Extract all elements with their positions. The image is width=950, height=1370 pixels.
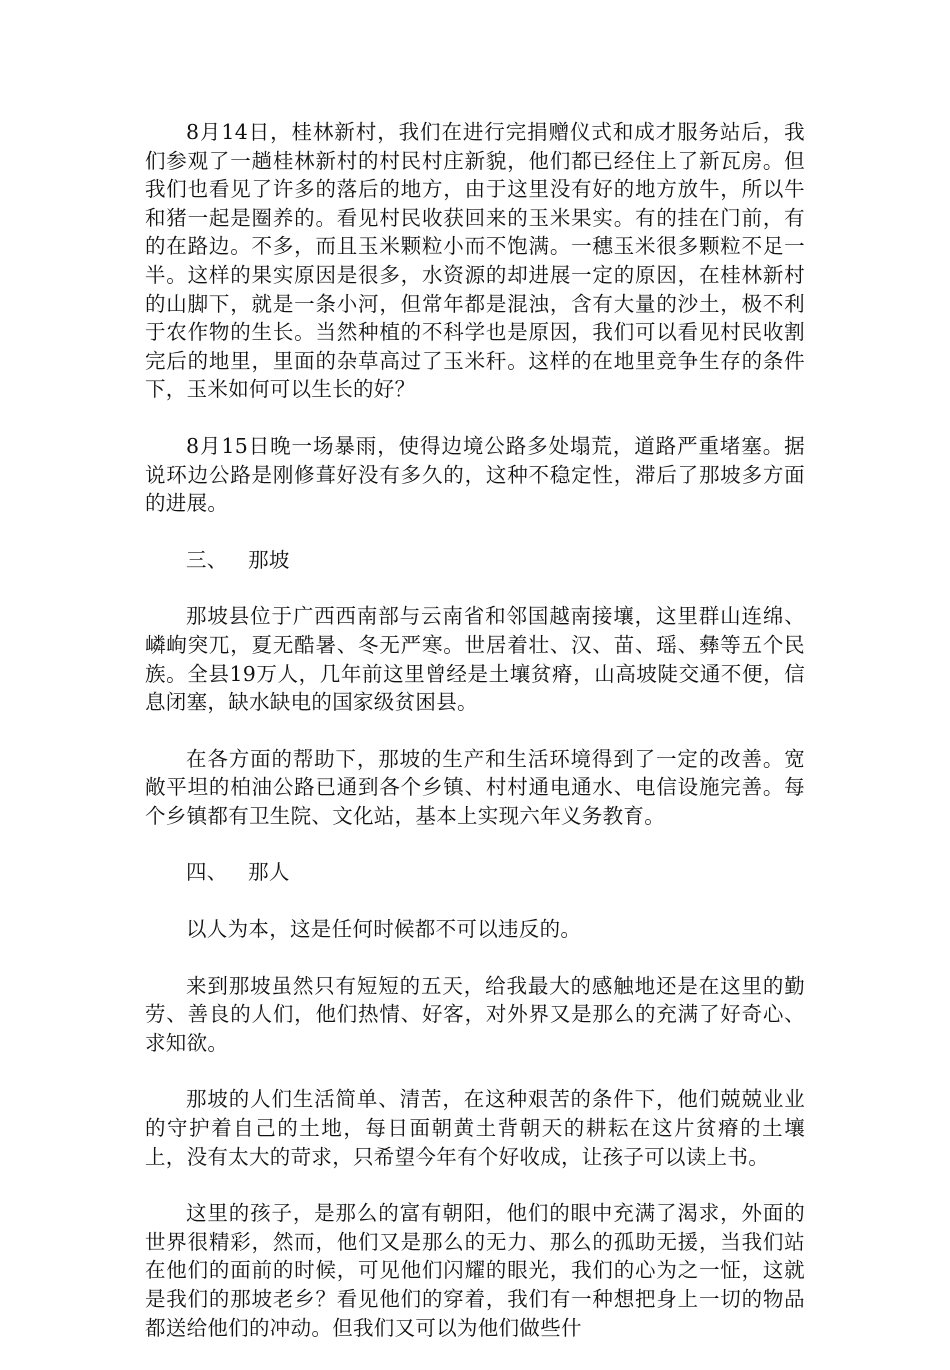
paragraph-people-life: 那坡的人们生活简单、清苦，在这种艰苦的条件下，他们兢兢业业的守护着自己的土地，每日面朝黄土背朝天的耕耘在这片贫瘠的土壤上，没有太大的苛求，只希望今年有个好收成，让孩子可以读上书。 — [145, 1087, 805, 1169]
section-number: 三、 — [186, 547, 228, 572]
section-title: 那人 — [248, 860, 290, 885]
paragraph-aug15: 8月15日晚一场暴雨，使得边境公路多处塌荒，道路严重堵塞。据说环边公路是刚修葺好没有多久的，这种不稳定性，滞后了那坡多方面的进展。 — [145, 433, 805, 516]
section-title: 那坡 — [248, 547, 290, 572]
section-number: 四、 — [186, 860, 228, 885]
section-heading-napo — [145, 546, 805, 575]
paragraph-napo-improvement: 在各方面的帮助下，那坡的生产和生活环境得到了一定的改善。宽敞平坦的柏油公路已通到各个乡镇、村村通电通水、电信设施完善。每个乡镇都有卫生院、文化站，基本上实现六年义务教育。 — [145, 746, 805, 828]
paragraph-people-impression: 来到那坡虽然只有短短的五天，给我最大的感触地还是在这里的勤劳、善良的人们，他们热情、好客，对外界又是那么的充满了好奇心、求知欲。 — [145, 973, 805, 1055]
paragraph-napo-intro: 那坡县位于广西西南部与云南省和邻国越南接壤，这里群山连绵、嶙峋突兀，夏无酷暑、冬无严寒。世居着壮、汉、苗、瑶、彝等五个民族。全县19万人，几年前这里曾经是土壤贫瘠，山高坡陡交通不便，信息闭塞，缺水缺电的国家级贫困县。 — [145, 604, 805, 715]
paragraph-aug14: 8月14日，桂林新村，我们在进行完捐赠仪式和成才服务站后，我们参观了一趟桂林新村的村民村庄新貌，他们都已经住上了新瓦房。但我们也看见了许多的落后的地方，由于这里没有好的地方放牛，所以牛和猪一起是圈养的。看见村民收获回来的玉米果实。有的挂在门前，有的在路边。不多，而且玉米颗粒小而不饱满。一穗玉米很多颗粒不足一半。这样的果实原因是很多，水资源的却进展一定的原因，在桂林新村的山脚下，就是一条小河，但常年都是混浊，含有大量的沙土，极不利于农作物的生长。当然种植的不科学也是原因，我们可以看见村民收割完后的地里，里面的杂草高过了玉米秆。这样的在地里竞争生存的条件下，玉米如何可以生长的好？ — [145, 120, 805, 402]
paragraph-people-principle: 以人为本，这是任何时候都不可以违反的。 — [186, 917, 582, 942]
section-heading-people — [145, 858, 805, 887]
document-page — [145, 118, 805, 1370]
paragraph-children: 这里的孩子，是那么的富有朝阳，他们的眼中充满了渴求，外面的世界很精彩，然而，他们又是那么的无力、那么的孤助无援，当我们站在他们的面前的时候，可见他们闪耀的眼光，我们的心为之一怔，这就是我们的那坡老乡？看见他们的穿着，我们有一种想把身上一切的物品都送给他们的冲动。但我们又可以为他们做些什 — [145, 1201, 805, 1340]
